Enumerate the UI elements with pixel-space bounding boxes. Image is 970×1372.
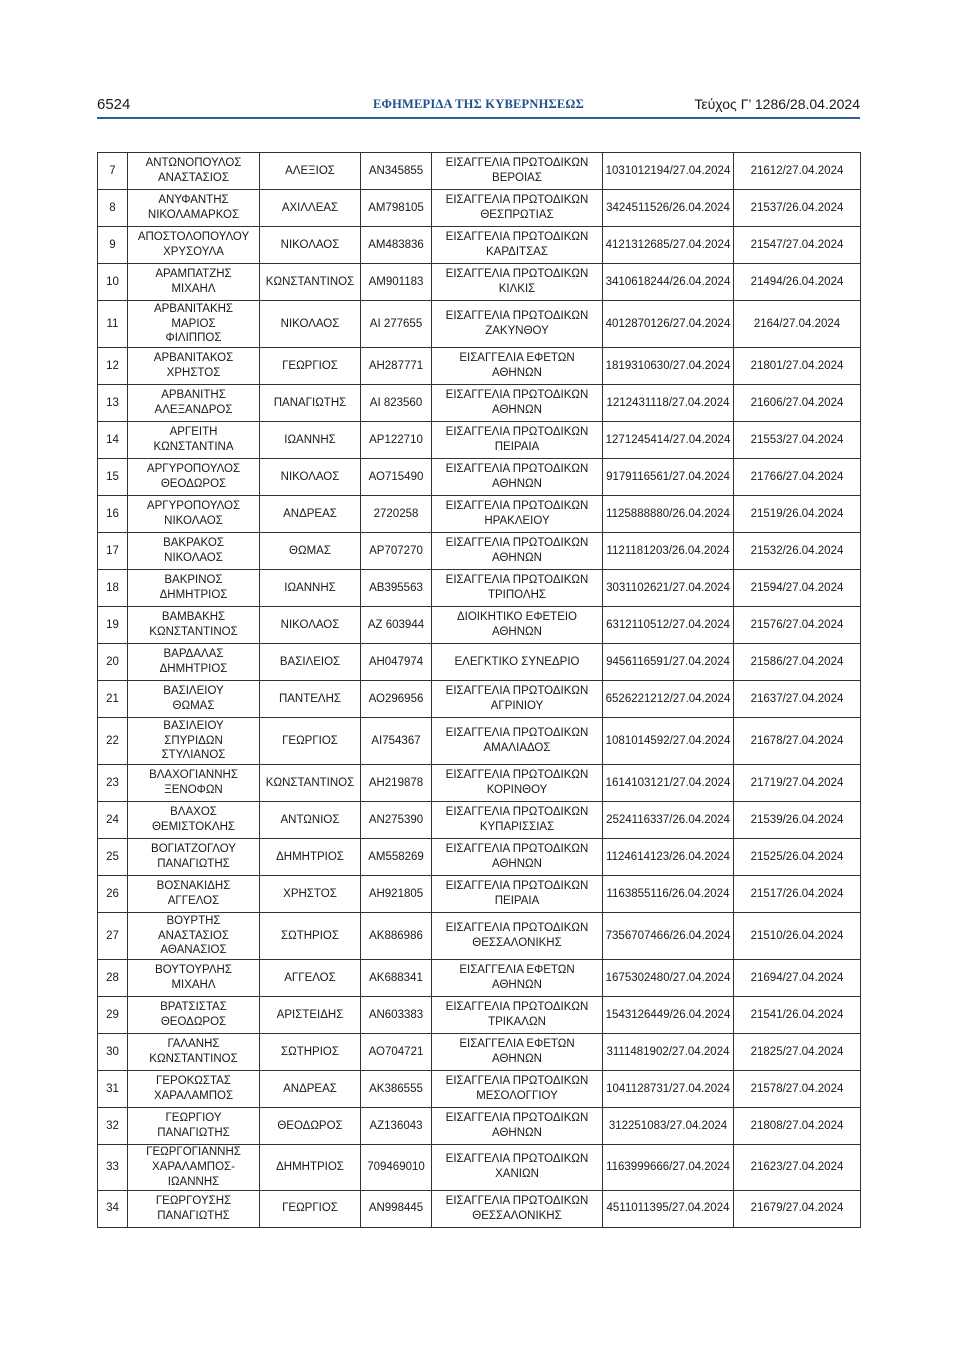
row-number-cell: 25: [98, 839, 128, 876]
row-number-cell: 9: [98, 227, 128, 264]
protocol-number-cell: 1819310630/27.04.2024: [603, 348, 734, 385]
reference-number-cell: 21694/27.04.2024: [734, 960, 861, 997]
father-name-cell: ΑΝΤΩΝΙΟΣ: [260, 802, 361, 839]
table-row: [98, 765, 861, 802]
father-name-cell: ΑΝΔΡΕΑΣ: [260, 496, 361, 533]
row-number-cell: 12: [98, 348, 128, 385]
father-name-cell: ΓΕΩΡΓΙΟΣ: [260, 1190, 361, 1227]
row-number-cell: 18: [98, 570, 128, 607]
protocol-number-cell: 312251083/27.04.2024: [603, 1108, 734, 1145]
reference-number-cell: 2164/27.04.2024: [734, 301, 861, 348]
reference-number-cell: 21679/27.04.2024: [734, 1190, 861, 1227]
father-name-cell: ΒΑΣΙΛΕΙΟΣ: [260, 644, 361, 681]
father-name-cell: ΑΛΕΞΙΟΣ: [260, 153, 361, 190]
row-number-cell: 10: [98, 264, 128, 301]
row-number-cell: 14: [98, 422, 128, 459]
reference-number-cell: 21825/27.04.2024: [734, 1034, 861, 1071]
full-name-cell: ΒΑΣΙΛΕΙΟΥ ΣΠΥΡΙΔΩΝ ΣΤΥΛΙΑΝΟΣ: [128, 718, 260, 765]
row-number-cell: 22: [98, 718, 128, 765]
table-row: [98, 227, 861, 264]
father-name-cell: ΑΝΔΡΕΑΣ: [260, 1071, 361, 1108]
id-number-cell: ΑΖ136043: [361, 1108, 432, 1145]
table-row: [98, 1145, 861, 1191]
row-number-cell: 16: [98, 496, 128, 533]
row-number-cell: 29: [98, 997, 128, 1034]
protocol-number-cell: 1081014592/27.04.2024: [603, 718, 734, 765]
authority-cell: ΕΛΕΓΚΤΙΚΟ ΣΥΝΕΔΡΙΟ: [432, 644, 603, 681]
authority-cell: ΕΙΣΑΓΓΕΛΙΑ ΠΡΩΤΟΔΙΚΩΝ ΘΕΣΣΑΛΟΝΙΚΗΣ: [432, 1190, 603, 1227]
full-name-cell: ΒΑΣΙΛΕΙΟΥ ΘΩΜΑΣ: [128, 681, 260, 718]
full-name-cell: ΑΡΑΜΠΑΤΖΗΣ ΜΙΧΑΗΛ: [128, 264, 260, 301]
row-number-cell: 23: [98, 765, 128, 802]
table-row: [98, 190, 861, 227]
table-row: [98, 264, 861, 301]
table-row: [98, 839, 861, 876]
father-name-cell: ΔΗΜΗΤΡΙΟΣ: [260, 839, 361, 876]
table-row: [98, 1071, 861, 1108]
full-name-cell: ΒΛΑΧΟΣ ΘΕΜΙΣΤΟΚΛΗΣ: [128, 802, 260, 839]
id-number-cell: ΑΟ296956: [361, 681, 432, 718]
full-name-cell: ΓΑΛΑΝΗΣ ΚΩΝΣΤΑΝΤΙΝΟΣ: [128, 1034, 260, 1071]
row-number-cell: 15: [98, 459, 128, 496]
father-name-cell: ΣΩΤΗΡΙΟΣ: [260, 913, 361, 960]
father-name-cell: ΙΩΑΝΝΗΣ: [260, 422, 361, 459]
full-name-cell: ΒΟΥΤΟΥΡΛΗΣ ΜΙΧΑΗΛ: [128, 960, 260, 997]
table-row: [98, 533, 861, 570]
id-number-cell: ΑΗ921805: [361, 876, 432, 913]
reference-number-cell: 21578/27.04.2024: [734, 1071, 861, 1108]
reference-number-cell: 21637/27.04.2024: [734, 681, 861, 718]
row-number-cell: 19: [98, 607, 128, 644]
authority-cell: ΕΙΣΑΓΓΕΛΙΑ ΠΡΩΤΟΔΙΚΩΝ ΑΜΑΛΙΑΔΟΣ: [432, 718, 603, 765]
table-row: [98, 802, 861, 839]
protocol-number-cell: 1163999666/27.04.2024: [603, 1145, 734, 1191]
father-name-cell: ΠΑΝΑΓΙΩΤΗΣ: [260, 385, 361, 422]
father-name-cell: ΝΙΚΟΛΑΟΣ: [260, 459, 361, 496]
id-number-cell: ΑΚ386555: [361, 1071, 432, 1108]
id-number-cell: ΑΝ603383: [361, 997, 432, 1034]
father-name-cell: ΣΩΤΗΡΙΟΣ: [260, 1034, 361, 1071]
father-name-cell: ΓΕΩΡΓΙΟΣ: [260, 348, 361, 385]
father-name-cell: ΙΩΑΝΝΗΣ: [260, 570, 361, 607]
authority-cell: ΕΙΣΑΓΓΕΛΙΑ ΠΡΩΤΟΔΙΚΩΝ ΤΡΙΠΟΛΗΣ: [432, 570, 603, 607]
protocol-number-cell: 2524116337/26.04.2024: [603, 802, 734, 839]
protocol-number-cell: 1125888880/26.04.2024: [603, 496, 734, 533]
full-name-cell: ΒΑΡΔΑΛΑΣ ΔΗΜΗΤΡΙΟΣ: [128, 644, 260, 681]
row-number-cell: 7: [98, 153, 128, 190]
row-number-cell: 26: [98, 876, 128, 913]
table-row: [98, 997, 861, 1034]
full-name-cell: ΒΟΥΡΤΗΣ ΑΝΑΣΤΑΣΙΟΣ ΑΘΑΝΑΣΙΟΣ: [128, 913, 260, 960]
table-row: [98, 876, 861, 913]
table-row: [98, 607, 861, 644]
reference-number-cell: 21541/26.04.2024: [734, 997, 861, 1034]
authority-cell: ΕΙΣΑΓΓΕΛΙΑ ΠΡΩΤΟΔΙΚΩΝ ΠΕΙΡΑΙΑ: [432, 422, 603, 459]
protocol-number-cell: 1543126449/26.04.2024: [603, 997, 734, 1034]
row-number-cell: 11: [98, 301, 128, 348]
reference-number-cell: 21678/27.04.2024: [734, 718, 861, 765]
id-number-cell: ΑΡ122710: [361, 422, 432, 459]
authority-cell: ΕΙΣΑΓΓΕΛΙΑ ΠΡΩΤΟΔΙΚΩΝ ΠΕΙΡΑΙΑ: [432, 876, 603, 913]
full-name-cell: ΒΡΑΤΣΙΣΤΑΣ ΘΕΟΔΩΡΟΣ: [128, 997, 260, 1034]
authority-cell: ΕΙΣΑΓΓΕΛΙΑ ΠΡΩΤΟΔΙΚΩΝ ΑΘΗΝΩΝ: [432, 533, 603, 570]
id-number-cell: 709469010: [361, 1145, 432, 1191]
protocol-number-cell: 3410618244/26.04.2024: [603, 264, 734, 301]
full-name-cell: ΑΡΒΑΝΙΤΗΣ ΑΛΕΞΑΝΔΡΟΣ: [128, 385, 260, 422]
records-table-body: [98, 153, 861, 1228]
protocol-number-cell: 4511011395/27.04.2024: [603, 1190, 734, 1227]
id-number-cell: ΑΗ287771: [361, 348, 432, 385]
id-number-cell: ΑΡ707270: [361, 533, 432, 570]
id-number-cell: ΑΖ 603944: [361, 607, 432, 644]
father-name-cell: ΑΡΙΣΤΕΙΔΗΣ: [260, 997, 361, 1034]
authority-cell: ΕΙΣΑΓΓΕΛΙΑ ΠΡΩΤΟΔΙΚΩΝ ΑΓΡΙΝΙΟΥ: [432, 681, 603, 718]
authority-cell: ΕΙΣΑΓΓΕΛΙΑ ΠΡΩΤΟΔΙΚΩΝ ΜΕΣΟΛΟΓΓΙΟΥ: [432, 1071, 603, 1108]
full-name-cell: ΒΑΜΒΑΚΗΣ ΚΩΝΣΤΑΝΤΙΝΟΣ: [128, 607, 260, 644]
row-number-cell: 13: [98, 385, 128, 422]
authority-cell: ΕΙΣΑΓΓΕΛΙΑ ΠΡΩΤΟΔΙΚΩΝ ΒΕΡΟΙΑΣ: [432, 153, 603, 190]
reference-number-cell: 21553/27.04.2024: [734, 422, 861, 459]
full-name-cell: ΒΛΑΧΟΓΙΑΝΝΗΣ ΞΕΝΟΦΩΝ: [128, 765, 260, 802]
reference-number-cell: 21494/26.04.2024: [734, 264, 861, 301]
protocol-number-cell: 1212431118/27.04.2024: [603, 385, 734, 422]
full-name-cell: ΓΕΩΡΓΙΟΥ ΠΑΝΑΓΙΩΤΗΣ: [128, 1108, 260, 1145]
table-row: [98, 1190, 861, 1227]
id-number-cell: ΑΝ998445: [361, 1190, 432, 1227]
protocol-number-cell: 1675302480/27.04.2024: [603, 960, 734, 997]
authority-cell: ΔΙΟΙΚΗΤΙΚΟ ΕΦΕΤΕΙΟ ΑΘΗΝΩΝ: [432, 607, 603, 644]
row-number-cell: 8: [98, 190, 128, 227]
authority-cell: ΕΙΣΑΓΓΕΛΙΑ ΕΦΕΤΩΝ ΑΘΗΝΩΝ: [432, 1034, 603, 1071]
full-name-cell: ΓΕΩΡΓΟΥΣΗΣ ΠΑΝΑΓΙΩΤΗΣ: [128, 1190, 260, 1227]
protocol-number-cell: 1124614123/26.04.2024: [603, 839, 734, 876]
father-name-cell: ΠΑΝΤΕΛΗΣ: [260, 681, 361, 718]
protocol-number-cell: 1121181203/26.04.2024: [603, 533, 734, 570]
issue-number: Τεύχος Γ’ 1286/28.04.2024: [694, 96, 860, 112]
reference-number-cell: 21525/26.04.2024: [734, 839, 861, 876]
reference-number-cell: 21612/27.04.2024: [734, 153, 861, 190]
protocol-number-cell: 1271245414/27.04.2024: [603, 422, 734, 459]
reference-number-cell: 21517/26.04.2024: [734, 876, 861, 913]
protocol-number-cell: 4121312685/27.04.2024: [603, 227, 734, 264]
id-number-cell: ΑΗ219878: [361, 765, 432, 802]
protocol-number-cell: 3424511526/26.04.2024: [603, 190, 734, 227]
row-number-cell: 33: [98, 1145, 128, 1191]
protocol-number-cell: 1031012194/27.04.2024: [603, 153, 734, 190]
protocol-number-cell: 9456116591/27.04.2024: [603, 644, 734, 681]
table-row: [98, 913, 861, 960]
row-number-cell: 31: [98, 1071, 128, 1108]
protocol-number-cell: 4012870126/27.04.2024: [603, 301, 734, 348]
table-row: [98, 570, 861, 607]
table-row: [98, 459, 861, 496]
full-name-cell: ΑΠΟΣΤΟΛΟΠΟΥΛΟΥ ΧΡΥΣΟΥΛΑ: [128, 227, 260, 264]
father-name-cell: ΘΕΟΔΩΡΟΣ: [260, 1108, 361, 1145]
father-name-cell: ΘΩΜΑΣ: [260, 533, 361, 570]
reference-number-cell: 21539/26.04.2024: [734, 802, 861, 839]
reference-number-cell: 21532/26.04.2024: [734, 533, 861, 570]
protocol-number-cell: 3031102621/27.04.2024: [603, 570, 734, 607]
reference-number-cell: 21586/27.04.2024: [734, 644, 861, 681]
authority-cell: ΕΙΣΑΓΓΕΛΙΑ ΕΦΕΤΩΝ ΑΘΗΝΩΝ: [432, 348, 603, 385]
father-name-cell: ΚΩΝΣΤΑΝΤΙΝΟΣ: [260, 765, 361, 802]
authority-cell: ΕΙΣΑΓΓΕΛΙΑ ΠΡΩΤΟΔΙΚΩΝ ΑΘΗΝΩΝ: [432, 385, 603, 422]
protocol-number-cell: 6312110512/27.04.2024: [603, 607, 734, 644]
table-row: [98, 644, 861, 681]
table-row: [98, 681, 861, 718]
reference-number-cell: 21808/27.04.2024: [734, 1108, 861, 1145]
full-name-cell: ΑΝΥΦΑΝΤΗΣ ΝΙΚΟΛΑΜΑΡΚΟΣ: [128, 190, 260, 227]
table-row: [98, 496, 861, 533]
father-name-cell: ΔΗΜΗΤΡΙΟΣ: [260, 1145, 361, 1191]
row-number-cell: 30: [98, 1034, 128, 1071]
protocol-number-cell: 7356707466/26.04.2024: [603, 913, 734, 960]
row-number-cell: 20: [98, 644, 128, 681]
table-row: [98, 422, 861, 459]
authority-cell: ΕΙΣΑΓΓΕΛΙΑ ΠΡΩΤΟΔΙΚΩΝ ΤΡΙΚΑΛΩΝ: [432, 997, 603, 1034]
father-name-cell: ΝΙΚΟΛΑΟΣ: [260, 301, 361, 348]
full-name-cell: ΒΑΚΡΑΚΟΣ ΝΙΚΟΛΑΟΣ: [128, 533, 260, 570]
reference-number-cell: 21801/27.04.2024: [734, 348, 861, 385]
id-number-cell: ΑΙ 823560: [361, 385, 432, 422]
full-name-cell: ΒΑΚΡΙΝΟΣ ΔΗΜΗΤΡΙΟΣ: [128, 570, 260, 607]
id-number-cell: ΑΝ275390: [361, 802, 432, 839]
id-number-cell: ΑΝ345855: [361, 153, 432, 190]
authority-cell: ΕΙΣΑΓΓΕΛΙΑ ΠΡΩΤΟΔΙΚΩΝ ΖΑΚΥΝΘΟΥ: [432, 301, 603, 348]
row-number-cell: 21: [98, 681, 128, 718]
page-number: 6524: [97, 96, 131, 113]
reference-number-cell: 21594/27.04.2024: [734, 570, 861, 607]
row-number-cell: 34: [98, 1190, 128, 1227]
reference-number-cell: 21519/26.04.2024: [734, 496, 861, 533]
id-number-cell: ΑΜ901183: [361, 264, 432, 301]
protocol-number-cell: 1614103121/27.04.2024: [603, 765, 734, 802]
full-name-cell: ΑΡΓΥΡΟΠΟΥΛΟΣ ΝΙΚΟΛΑΟΣ: [128, 496, 260, 533]
table-row: [98, 153, 861, 190]
authority-cell: ΕΙΣΑΓΓΕΛΙΑ ΠΡΩΤΟΔΙΚΩΝ ΧΑΝΙΩΝ: [432, 1145, 603, 1191]
reference-number-cell: 21606/27.04.2024: [734, 385, 861, 422]
table-row: [98, 385, 861, 422]
id-number-cell: ΑΟ715490: [361, 459, 432, 496]
table-row: [98, 1034, 861, 1071]
table-row: [98, 301, 861, 348]
reference-number-cell: 21510/26.04.2024: [734, 913, 861, 960]
reference-number-cell: 21766/27.04.2024: [734, 459, 861, 496]
authority-cell: ΕΙΣΑΓΓΕΛΙΑ ΠΡΩΤΟΔΙΚΩΝ ΑΘΗΝΩΝ: [432, 1108, 603, 1145]
father-name-cell: ΚΩΝΣΤΑΝΤΙΝΟΣ: [260, 264, 361, 301]
id-number-cell: ΑΜ798105: [361, 190, 432, 227]
row-number-cell: 17: [98, 533, 128, 570]
table-row: [98, 348, 861, 385]
full-name-cell: ΓΕΡΟΚΩΣΤΑΣ ΧΑΡΑΛΑΜΠΟΣ: [128, 1071, 260, 1108]
id-number-cell: ΑΚ688341: [361, 960, 432, 997]
id-number-cell: ΑΚ886986: [361, 913, 432, 960]
authority-cell: ΕΙΣΑΓΓΕΛΙΑ ΠΡΩΤΟΔΙΚΩΝ ΘΕΣΣΑΛΟΝΙΚΗΣ: [432, 913, 603, 960]
authority-cell: ΕΙΣΑΓΓΕΛΙΑ ΕΦΕΤΩΝ ΑΘΗΝΩΝ: [432, 960, 603, 997]
protocol-number-cell: 9179116561/27.04.2024: [603, 459, 734, 496]
father-name-cell: ΑΓΓΕΛΟΣ: [260, 960, 361, 997]
authority-cell: ΕΙΣΑΓΓΕΛΙΑ ΠΡΩΤΟΔΙΚΩΝ ΚΟΡΙΝΘΟΥ: [432, 765, 603, 802]
id-number-cell: ΑΗ047974: [361, 644, 432, 681]
id-number-cell: ΑΟ704721: [361, 1034, 432, 1071]
authority-cell: ΕΙΣΑΓΓΕΛΙΑ ΠΡΩΤΟΔΙΚΩΝ ΑΘΗΝΩΝ: [432, 839, 603, 876]
authority-cell: ΕΙΣΑΓΓΕΛΙΑ ΠΡΩΤΟΔΙΚΩΝ ΚΙΛΚΙΣ: [432, 264, 603, 301]
protocol-number-cell: 1163855116/26.04.2024: [603, 876, 734, 913]
full-name-cell: ΑΝΤΩΝΟΠΟΥΛΟΣ ΑΝΑΣΤΑΣΙΟΣ: [128, 153, 260, 190]
table-row: [98, 718, 861, 765]
row-number-cell: 24: [98, 802, 128, 839]
reference-number-cell: 21719/27.04.2024: [734, 765, 861, 802]
page-header: [97, 94, 860, 118]
row-number-cell: 27: [98, 913, 128, 960]
reference-number-cell: 21576/27.04.2024: [734, 607, 861, 644]
id-number-cell: ΑΒ395563: [361, 570, 432, 607]
table-row: [98, 960, 861, 997]
gazette-title: ΕΦΗΜΕΡΙΔΑ ΤΗΣ ΚΥΒΕΡΝΗΣΕΩΣ: [373, 97, 584, 111]
protocol-number-cell: 3111481902/27.04.2024: [603, 1034, 734, 1071]
id-number-cell: 2720258: [361, 496, 432, 533]
id-number-cell: ΑΜ558269: [361, 839, 432, 876]
full-name-cell: ΑΡΓΥΡΟΠΟΥΛΟΣ ΘΕΟΔΩΡΟΣ: [128, 459, 260, 496]
row-number-cell: 28: [98, 960, 128, 997]
id-number-cell: ΑΙ754367: [361, 718, 432, 765]
reference-number-cell: 21623/27.04.2024: [734, 1145, 861, 1191]
header-rule: [97, 117, 860, 119]
father-name-cell: ΝΙΚΟΛΑΟΣ: [260, 607, 361, 644]
full-name-cell: ΒΟΓΙΑΤΖΟΓΛΟΥ ΠΑΝΑΓΙΩΤΗΣ: [128, 839, 260, 876]
authority-cell: ΕΙΣΑΓΓΕΛΙΑ ΠΡΩΤΟΔΙΚΩΝ ΚΥΠΑΡΙΣΣΙΑΣ: [432, 802, 603, 839]
authority-cell: ΕΙΣΑΓΓΕΛΙΑ ΠΡΩΤΟΔΙΚΩΝ ΚΑΡΔΙΤΣΑΣ: [432, 227, 603, 264]
full-name-cell: ΑΡΒΑΝΙΤΑΚΗΣ ΜΑΡΙΟΣ ΦΙΛΙΠΠΟΣ: [128, 301, 260, 348]
reference-number-cell: 21537/26.04.2024: [734, 190, 861, 227]
protocol-number-cell: 6526221212/27.04.2024: [603, 681, 734, 718]
father-name-cell: ΧΡΗΣΤΟΣ: [260, 876, 361, 913]
row-number-cell: 32: [98, 1108, 128, 1145]
id-number-cell: ΑΙ 277655: [361, 301, 432, 348]
id-number-cell: ΑΜ483836: [361, 227, 432, 264]
full-name-cell: ΑΡΓΕΙΤΗ ΚΩΝΣΤΑΝΤΙΝΑ: [128, 422, 260, 459]
father-name-cell: ΑΧΙΛΛΕΑΣ: [260, 190, 361, 227]
full-name-cell: ΑΡΒΑΝΙΤΑΚΟΣ ΧΡΗΣΤΟΣ: [128, 348, 260, 385]
full-name-cell: ΓΕΩΡΓΟΓΙΑΝΝΗΣ ΧΑΡΑΛΑΜΠΟΣ-ΙΩΑΝΝΗΣ: [128, 1145, 260, 1191]
reference-number-cell: 21547/27.04.2024: [734, 227, 861, 264]
father-name-cell: ΓΕΩΡΓΙΟΣ: [260, 718, 361, 765]
authority-cell: ΕΙΣΑΓΓΕΛΙΑ ΠΡΩΤΟΔΙΚΩΝ ΑΘΗΝΩΝ: [432, 459, 603, 496]
records-table: [97, 152, 861, 1228]
protocol-number-cell: 1041128731/27.04.2024: [603, 1071, 734, 1108]
authority-cell: ΕΙΣΑΓΓΕΛΙΑ ΠΡΩΤΟΔΙΚΩΝ ΘΕΣΠΡΩΤΙΑΣ: [432, 190, 603, 227]
authority-cell: ΕΙΣΑΓΓΕΛΙΑ ΠΡΩΤΟΔΙΚΩΝ ΗΡΑΚΛΕΙΟΥ: [432, 496, 603, 533]
table-row: [98, 1108, 861, 1145]
full-name-cell: ΒΟΣΝΑΚΙΔΗΣ ΑΓΓΕΛΟΣ: [128, 876, 260, 913]
father-name-cell: ΝΙΚΟΛΑΟΣ: [260, 227, 361, 264]
